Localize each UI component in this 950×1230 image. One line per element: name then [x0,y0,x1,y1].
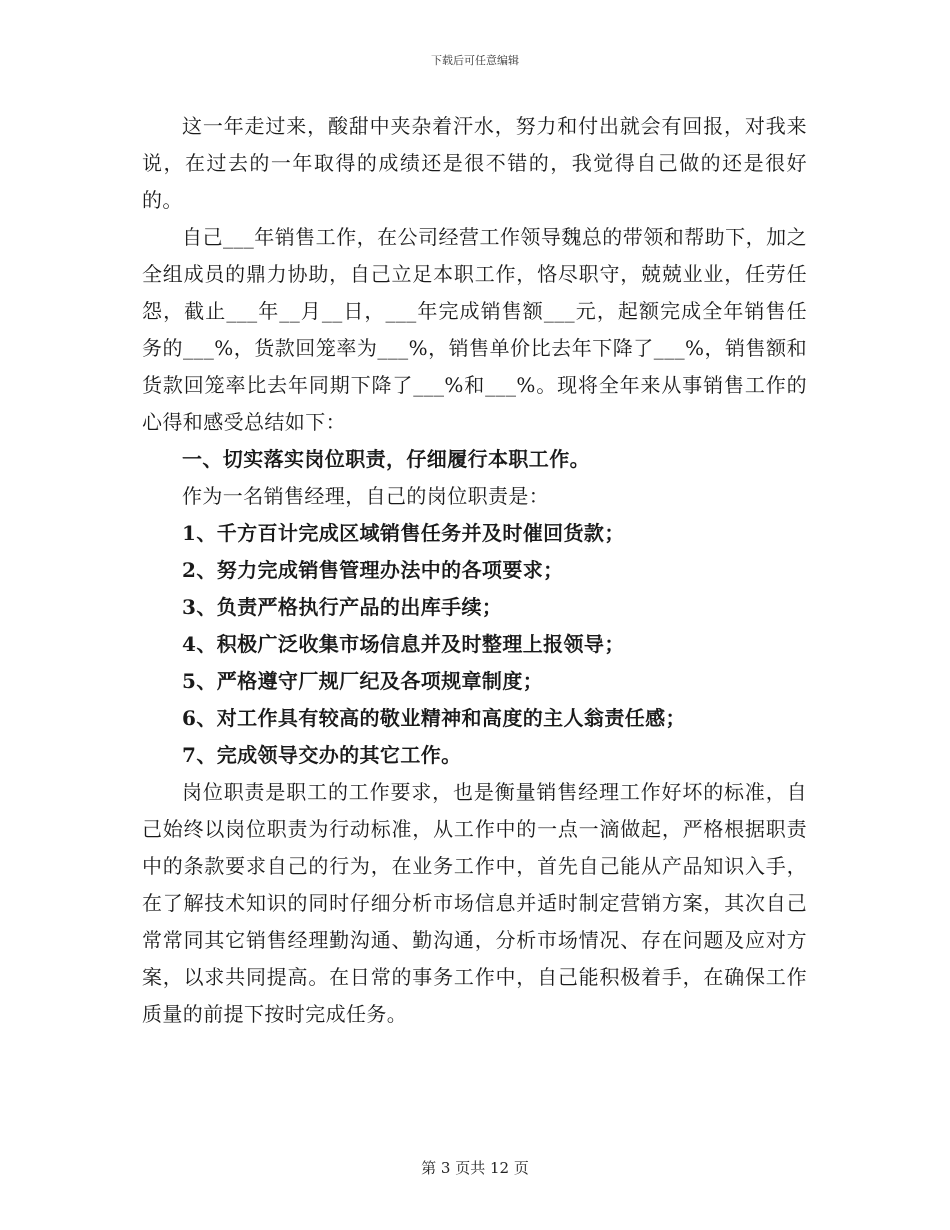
duty-item: 2、努力完成销售管理办法中的各项要求； [182,558,564,582]
duty-item: 4、积极广泛收集市场信息并及时整理上报领导； [182,632,625,656]
duty-item: 3、负责严格执行产品的出库手续； [182,595,503,619]
document-body [142,108,807,1033]
closing-paragraph: 岗位职责是职工的工作要求，也是衡量销售经理工作好坏的标准，自己始终以岗位职责为行动标准，从工作中的一点一滴做起，严格根据职责中的条款要求自己的行为，在业务工作中，首先自己能从产品知识入手，在了解技术知识的同时仔细分析市场信息并适时制定营销方案，其次自己常常同其它销售经理勤沟通、勤沟通，分析市场情况、存在问题及应对方案，以求共同提高。在日常的事务工作中，自己能积极着手，在确保工作质量的前提下按时完成任务。 [142,780,807,1026]
duty-item: 6、对工作具有较高的敬业精神和高度的主人翁责任感； [182,706,686,730]
duty-intro: 作为一名销售经理，自己的岗位职责是： [182,484,550,508]
page-header: 下载后可任意编辑 [431,54,519,67]
page-footer: 第 3 页共 12 页 [421,1159,529,1177]
section-heading: 一、切实落实岗位职责，仔细履行本职工作。 [182,447,590,471]
duty-item: 1、千方百计完成区域销售任务并及时催回货款； [182,521,625,545]
summary-paragraph: 自己___年销售工作，在公司经营工作领导魏总的带领和帮助下，加之全组成员的鼎力协助，自己立足本职工作，恪尽职守，兢兢业业，任劳任怨，截止___年__月__日，___年完成销售额___元，起额完成全年销售任务的___%，货款回笼率为___%，销售单价比去年下降了___%，销售额和货款回笼率比去年同期下降了___%和___%。现将全年来从事销售工作的心得和感受总结如下： [142,225,807,434]
intro-paragraph: 这一年走过来，酸甜中夹杂着汗水，努力和付出就会有回报，对我来说，在过去的一年取得的成绩还是很不错的，我觉得自己做的还是很好的。 [142,114,807,212]
duty-item: 5、严格遵守厂规厂纪及各项规章制度； [182,669,544,693]
duty-item: 7、完成领导交办的其它工作。 [182,743,462,767]
